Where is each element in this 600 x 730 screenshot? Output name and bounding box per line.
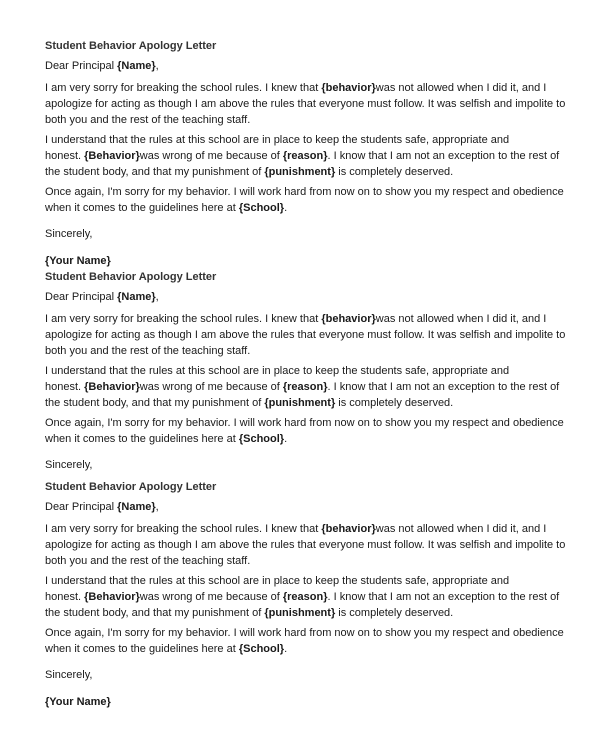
behavior-placeholder: {Behavior} — [84, 150, 140, 162]
letter-2 — [45, 271, 575, 471]
letter-title: Student Behavior Apology Letter — [45, 481, 217, 493]
salutation — [45, 60, 575, 72]
signature-placeholder: {Your Name} — [45, 696, 111, 708]
behavior-placeholder: {Behavior} — [84, 381, 140, 393]
text-line: I understand that the rules at this school are in place to keep the students safe, appropriate and — [45, 575, 510, 587]
behavior-placeholder: {behavior} — [321, 523, 376, 535]
text-run: is completely deserved. — [335, 607, 454, 619]
text-line: apologize for acting as though I am above the rules that everyone must follow. It was selfish and impolite to — [45, 329, 566, 341]
text-line: apologize for acting as though I am above the rules that everyone must follow. It was selfish and impolite to — [45, 98, 566, 110]
letter-title: Student Behavior Apology Letter — [45, 40, 217, 52]
text-run: was wrong of me because of — [139, 381, 283, 393]
text-run: when it comes to the guidelines here at — [45, 202, 239, 214]
text-run: . I know that I am not an exception to the rest of — [327, 150, 560, 162]
salutation-suffix: , — [155, 291, 159, 303]
text-run: . — [284, 202, 288, 214]
paragraph-commitment — [45, 415, 575, 447]
closing: Sincerely, — [45, 459, 93, 471]
text-run: honest. — [45, 381, 85, 393]
text-run: was wrong of me because of — [139, 591, 283, 603]
paragraph-apology — [45, 311, 575, 359]
text-line: Once again, I'm sorry for my behavior. I will work hard from now on to show you my respect and obedience — [45, 417, 564, 429]
text-run: the student body, and that my punishment of — [45, 607, 265, 619]
text-line — [45, 395, 575, 411]
school-placeholder: {School} — [238, 202, 285, 214]
salutation-prefix: Dear Principal — [45, 60, 118, 72]
salutation-suffix: , — [155, 501, 159, 513]
reason-placeholder: {reason} — [282, 150, 328, 162]
salutation — [45, 291, 575, 303]
text-run: the student body, and that my punishment of — [45, 166, 265, 178]
text-run: was wrong of me because of — [139, 150, 283, 162]
text-line — [45, 148, 575, 164]
text-run: is completely deserved. — [335, 397, 454, 409]
text-run: was not allowed when I did it, and I — [375, 313, 547, 325]
signature-placeholder: {Your Name} — [45, 255, 111, 267]
text-line: I understand that the rules at this school are in place to keep the students safe, appropriate and — [45, 365, 510, 377]
text-line: both you and the rest of the teaching staff. — [45, 345, 251, 357]
text-run: honest. — [45, 591, 85, 603]
salutation-prefix: Dear Principal — [45, 501, 118, 513]
text-run: I am very sorry for breaking the school rules. I knew that — [45, 313, 322, 325]
punishment-placeholder: {punishment} — [264, 607, 336, 619]
school-placeholder: {School} — [238, 643, 285, 655]
closing: Sincerely, — [45, 228, 93, 240]
paragraph-understanding — [45, 363, 575, 411]
text-line: both you and the rest of the teaching staff. — [45, 555, 251, 567]
text-line: I understand that the rules at this school are in place to keep the students safe, appropriate and — [45, 134, 510, 146]
text-line: Once again, I'm sorry for my behavior. I will work hard from now on to show you my respect and obedience — [45, 186, 564, 198]
text-run: the student body, and that my punishment of — [45, 397, 265, 409]
text-run: is completely deserved. — [335, 166, 454, 178]
school-placeholder: {School} — [238, 433, 285, 445]
paragraph-commitment — [45, 184, 575, 216]
reason-placeholder: {reason} — [282, 591, 328, 603]
letter-3 — [45, 481, 575, 708]
paragraph-understanding — [45, 573, 575, 621]
text-line — [45, 80, 575, 96]
reason-placeholder: {reason} — [282, 381, 328, 393]
salutation — [45, 501, 575, 513]
text-run: honest. — [45, 150, 85, 162]
text-run: when it comes to the guidelines here at — [45, 643, 239, 655]
text-run: . — [284, 643, 288, 655]
text-run: I am very sorry for breaking the school rules. I knew that — [45, 82, 322, 94]
paragraph-apology — [45, 80, 575, 128]
text-line — [45, 641, 575, 657]
closing: Sincerely, — [45, 669, 93, 681]
text-run: was not allowed when I did it, and I — [375, 523, 547, 535]
text-line: Once again, I'm sorry for my behavior. I will work hard from now on to show you my respect and obedience — [45, 627, 564, 639]
salutation-prefix: Dear Principal — [45, 291, 118, 303]
text-line — [45, 200, 575, 216]
behavior-placeholder: {Behavior} — [84, 591, 140, 603]
text-line — [45, 311, 575, 327]
name-placeholder: {Name} — [117, 60, 156, 72]
text-run: I am very sorry for breaking the school rules. I knew that — [45, 523, 322, 535]
text-line — [45, 589, 575, 605]
text-line — [45, 605, 575, 621]
text-line: apologize for acting as though I am above the rules that everyone must follow. It was selfish and impolite to — [45, 539, 566, 551]
behavior-placeholder: {behavior} — [321, 313, 376, 325]
text-line — [45, 379, 575, 395]
name-placeholder: {Name} — [117, 291, 156, 303]
paragraph-understanding — [45, 132, 575, 180]
paragraph-apology — [45, 521, 575, 569]
text-line: both you and the rest of the teaching staff. — [45, 114, 251, 126]
text-run: when it comes to the guidelines here at — [45, 433, 239, 445]
behavior-placeholder: {behavior} — [321, 82, 376, 94]
letter-title: Student Behavior Apology Letter — [45, 271, 217, 283]
salutation-suffix: , — [155, 60, 159, 72]
text-run: . I know that I am not an exception to the rest of — [327, 591, 560, 603]
punishment-placeholder: {punishment} — [264, 166, 336, 178]
punishment-placeholder: {punishment} — [264, 397, 336, 409]
text-run: . — [284, 433, 288, 445]
name-placeholder: {Name} — [117, 501, 156, 513]
text-line — [45, 521, 575, 537]
text-line — [45, 164, 575, 180]
text-line — [45, 431, 575, 447]
paragraph-commitment — [45, 625, 575, 657]
text-run: . I know that I am not an exception to the rest of — [327, 381, 560, 393]
text-run: was not allowed when I did it, and I — [375, 82, 547, 94]
letter-1 — [45, 40, 575, 267]
